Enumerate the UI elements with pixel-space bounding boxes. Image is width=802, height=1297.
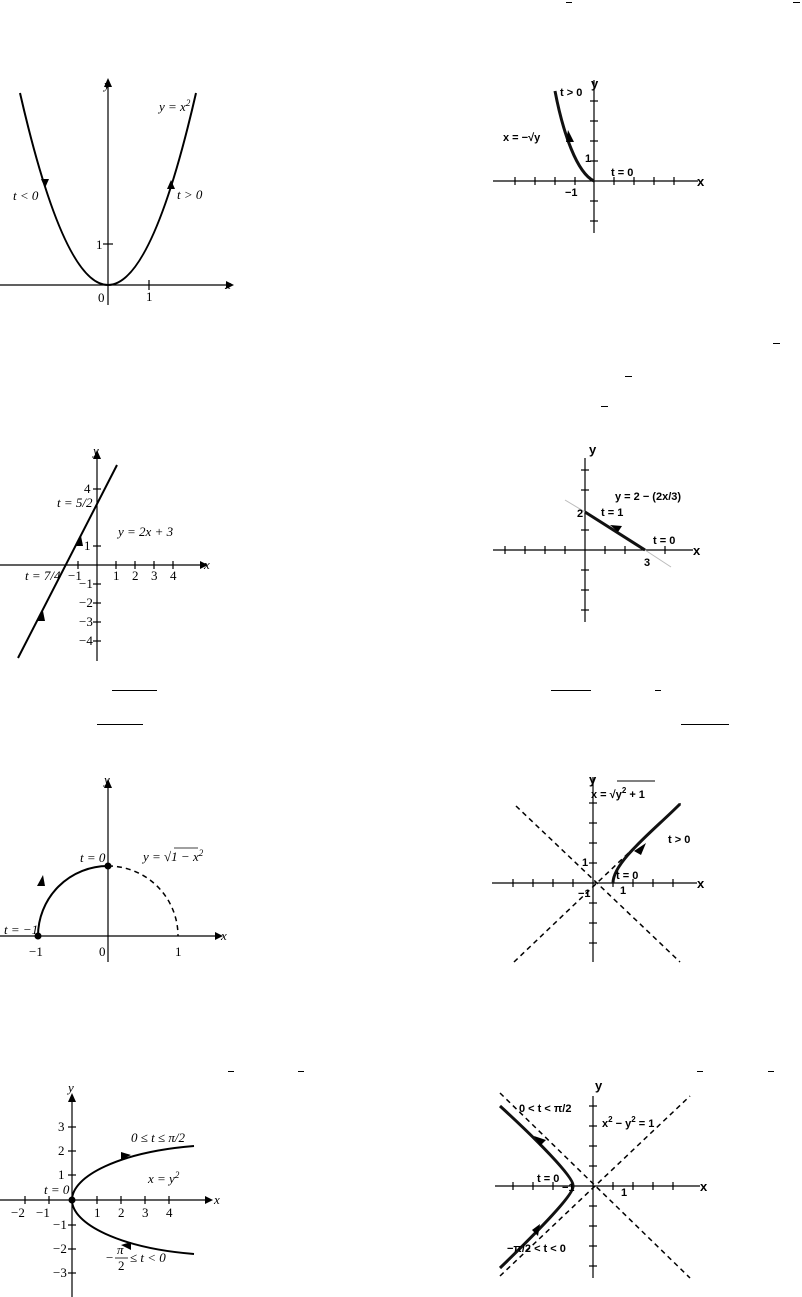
tick-label-y: −2	[53, 1241, 67, 1256]
upper-param-label: t > 0	[560, 87, 583, 99]
x-axis-arrow-icon	[205, 1196, 213, 1204]
origin-param-label: t = 0	[611, 167, 634, 179]
svg-text:2: 2	[118, 1258, 125, 1273]
direction-arrow-icon	[41, 179, 49, 188]
param-label-t0: t = 0	[537, 1173, 560, 1185]
tick-label-xm1: −1	[565, 187, 578, 199]
tick-label-y1: 1	[96, 237, 103, 252]
tick-label-x1: 1	[146, 289, 153, 304]
svg-text:−: −	[106, 1250, 114, 1265]
tick-label-x: 1	[113, 568, 120, 583]
svg-text:π: π	[117, 1242, 124, 1257]
tick-label-ym1: −1	[578, 888, 591, 900]
param-label-t1: t = 1	[601, 507, 624, 519]
line-curve	[18, 465, 117, 658]
tick-label-y: −4	[79, 633, 93, 648]
tick-label-y1: 1	[585, 153, 592, 165]
tick-label-y: 4	[84, 481, 91, 496]
equation-label: y = 2x + 3	[118, 524, 174, 539]
tick-label-y1: 1	[582, 857, 589, 869]
tick-label-y: 1	[84, 538, 91, 553]
y-axis-label: y	[589, 442, 597, 457]
tick-label-x: −1	[68, 568, 82, 583]
stray-mark	[681, 724, 729, 725]
stray-mark	[768, 1071, 774, 1072]
figure-hyperbola-branch-x-equals-sqrt-y-squared-plus-1	[492, 772, 707, 967]
dashed-arc	[108, 866, 178, 936]
figure-segment-y-equals-2-minus-2x-over-3	[481, 440, 706, 630]
equation-label: $x^2 - y^2 = 1$	[602, 1115, 655, 1130]
figure-parabola-y-equals-x-squared	[0, 75, 240, 315]
y-axis-label: y	[104, 77, 110, 92]
tick-label-x: −1	[36, 1205, 50, 1220]
tick-label-xm1: −1	[562, 1182, 575, 1194]
y-axis-label: y	[595, 1078, 603, 1093]
upper-param-label: 0 ≤ t ≤ π/2	[131, 1130, 186, 1145]
tick-label-x1: 1	[621, 1187, 628, 1199]
x-axis-label: x	[700, 1179, 708, 1194]
tick-label-y: −3	[79, 614, 93, 629]
tick-label-y: −1	[53, 1217, 67, 1232]
tick-label-y: 3	[58, 1119, 65, 1134]
x-axis-label: x	[697, 876, 705, 891]
direction-arrow-icon	[167, 180, 175, 189]
equation-label: x = −√y	[503, 132, 541, 144]
tick-label-x: 4	[166, 1205, 173, 1220]
tick-label-y: −2	[79, 595, 93, 610]
stray-mark	[97, 724, 143, 725]
stray-mark	[228, 1071, 234, 1072]
tick-label-y: 2	[58, 1143, 65, 1158]
y-axis-label: y	[591, 76, 599, 91]
stray-mark	[793, 2, 800, 3]
stray-mark	[625, 376, 632, 377]
stray-mark	[551, 690, 591, 691]
x-axis-label: x	[221, 928, 227, 943]
tick-label-origin: 0	[99, 944, 106, 959]
tick-label-x: 4	[170, 568, 177, 583]
upper-param-label: 0 < t < π/2	[519, 1103, 572, 1115]
figure-hyperbola-left-branch	[495, 1078, 710, 1283]
right-branch-label: t > 0	[177, 187, 203, 202]
x-axis-label: x	[693, 543, 701, 558]
y-axis-label: y	[104, 772, 110, 787]
x-axis-label: x	[204, 557, 210, 572]
tick-label-y: −3	[53, 1265, 67, 1280]
param-label-tgt0: t > 0	[668, 834, 691, 846]
tick-label-x: 3	[151, 568, 158, 583]
tick-label-x: 2	[118, 1205, 125, 1220]
tick-label-y2: 2	[577, 508, 584, 520]
figure-parabola-x-equals-y-squared	[0, 1080, 230, 1297]
x-axis-label: x	[214, 1192, 220, 1207]
stray-mark	[773, 343, 780, 344]
tick-label-y: −1	[79, 576, 93, 591]
equation-label: y = 2 − (2x/3)	[615, 491, 682, 503]
tick-label-x: 1	[94, 1205, 101, 1220]
param-label-t0: t = 0	[616, 870, 639, 882]
figure-x-equals-negative-sqrt-y	[493, 78, 708, 238]
left-branch-label: t < 0	[13, 188, 39, 203]
equation-label: $x = √y^2 + 1$	[591, 786, 645, 801]
figure-semicircle-y-equals-sqrt-1-minus-x-squared	[0, 772, 230, 972]
tick-label-y: 1	[58, 1167, 65, 1182]
equation-label: $y = x^2$	[159, 98, 191, 114]
upper-param-label: t = 5/2	[57, 495, 93, 510]
tick-label-x: −2	[11, 1205, 25, 1220]
x-axis-label: x	[697, 174, 705, 189]
start-param-label: t = −1	[4, 922, 39, 937]
stray-mark	[655, 690, 661, 691]
lower-param-label: t = 7/4	[25, 568, 61, 583]
stray-mark	[601, 406, 608, 407]
tick-label-x: 2	[132, 568, 139, 583]
end-point	[105, 863, 112, 870]
lower-param-label: −π/2 < t < 0	[507, 1243, 566, 1255]
direction-arrow-icon	[566, 130, 574, 142]
parabola-lower	[72, 1200, 194, 1254]
start-point	[69, 1197, 76, 1204]
equation-label: $x = y^2$	[148, 1170, 180, 1186]
y-axis-label: y	[93, 443, 99, 458]
x-axis-label: x	[225, 277, 231, 292]
y-axis-label: y	[589, 772, 597, 787]
lower-param-label	[106, 1242, 166, 1273]
solid-arc	[38, 866, 108, 936]
tick-label-origin: 0	[98, 290, 105, 305]
stray-mark	[298, 1071, 304, 1072]
curve-branch	[555, 91, 594, 181]
tick-label-x1: 1	[175, 944, 182, 959]
figure-line-y-equals-2x-plus-3	[0, 443, 215, 668]
svg-text:≤ t < 0: ≤ t < 0	[130, 1250, 166, 1265]
stray-mark	[697, 1071, 703, 1072]
tick-label-x1: 1	[620, 885, 627, 897]
direction-arrow-icon	[37, 875, 45, 886]
start-param-label: t = 0	[44, 1182, 70, 1197]
end-param-label: t = 0	[80, 850, 106, 865]
param-label-t0: t = 0	[653, 535, 676, 547]
equation-label: $y = √1 - x^2$	[143, 848, 204, 864]
y-axis-label: y	[68, 1080, 74, 1095]
tick-label-xm1: −1	[29, 944, 43, 959]
stray-mark	[112, 690, 157, 691]
tick-label-x3: 3	[644, 557, 651, 569]
tick-label-x: 3	[142, 1205, 149, 1220]
stray-mark	[566, 2, 572, 3]
